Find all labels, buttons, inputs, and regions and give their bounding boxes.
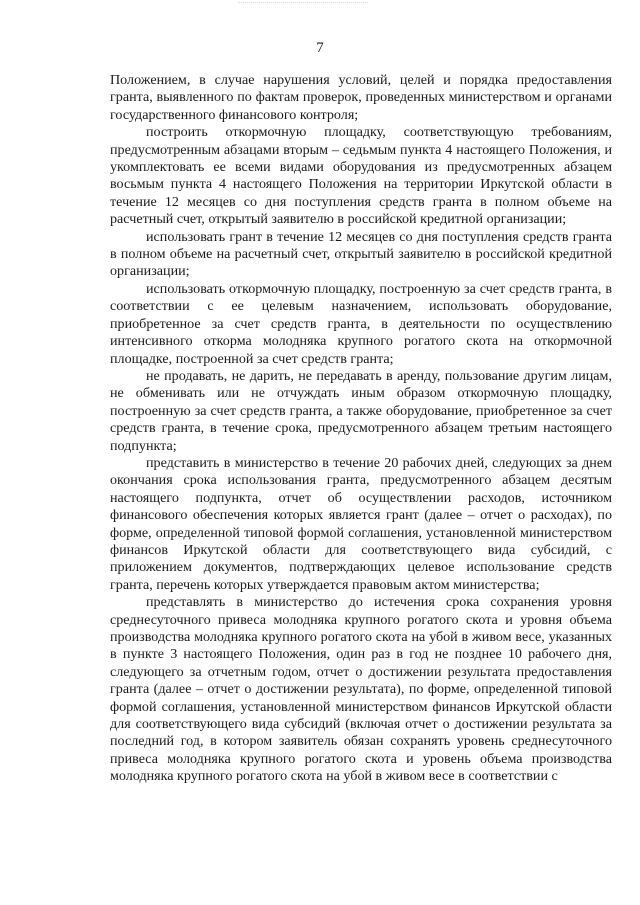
document-body — [110, 72, 612, 786]
paragraph: представить в министерство в течение 20 рабочих дней, следующих за днем окончания срока использования гранта, предусмотренного абзацем десятым настоящего подпункта, отчет об осуществлении расходов, источником финансового обеспечения которых является грант (далее – отчет о расходах), по форме, определенной типовой формой соглашения, установленной министерством финансов Иркутской области для соответствующего вида субсидий, с приложением документов, подтверждающих целевое использование средств гранта, перечень которых утверждается правовым актом министерства; — [110, 454, 612, 593]
paragraph: использовать откормочную площадку, построенную за счет средств гранта, в соответствии с ее целевым назначением, использовать оборудование, приобретенное за счет средств гранта, в деятельности по осуществлению интенсивного откорма молодняка крупного рогатого скота на откормочной площадке, построенной за счет средств гранта; — [110, 280, 612, 367]
paragraph: построить откормочную площадку, соответствующую требованиям, предусмотренным абзацами вторым – седьмым пункта 4 настоящего Положения, и укомплектовать ее всеми видами оборудования из предусмотренных абзацем восьмым пункта 4 настоящего Положения на территории Иркутской области в течение 12 месяцев со дня поступления средств гранта в полном объеме на расчетный счет, открытый заявителю в российской кредитной организации; — [110, 124, 612, 228]
paragraph: использовать грант в течение 12 месяцев со дня поступления средств гранта в полном объеме на расчетный счет, открытый заявителю в российской кредитной организации; — [110, 228, 612, 280]
paragraph-continuation: Положением, в случае нарушения условий, целей и порядка предоставления гранта, выявленного по фактам проверок, проведенных министерством и органами государственного финансового контроля; — [110, 72, 612, 123]
paragraph: представлять в министерство до истечения срока сохранения уровня среднесуточного привеса молодняка крупного рогатого скота и уровня объема производства молодняка крупного рогатого скота на убой в живом весе, указанных в пункте 3 настоящего Положения, один раз в год не позднее 10 рабочего дня, следующего за отчетным годом, отчет о достижении результата предоставления гранта (далее – отчет о достижении результата), по форме, определенной типовой формой соглашения, установленной министерством финансов Иркутской области для соответствующего вида субсидий (включая отчет о достижении результата за последний год, в котором заявитель обязан сохранять уровень среднесуточного привеса молодняка крупного рогатого скота и уровень объема производства молодняка крупного рогатого скота на убой в живом весе в соответствии с — [110, 594, 612, 785]
page-number: 7 — [316, 40, 324, 56]
paragraph: не продавать, не дарить, не передавать в аренду, пользование другим лицам, не обменивать или не отчуждать иным образом откормочную площадку, построенную за счет средств гранта, а также оборудование, приобретенное за счет средств гранта, в течение срока, предусмотренного абзацем третьим настоящего подпункта; — [110, 367, 612, 454]
scan-artifact — [238, 2, 368, 10]
